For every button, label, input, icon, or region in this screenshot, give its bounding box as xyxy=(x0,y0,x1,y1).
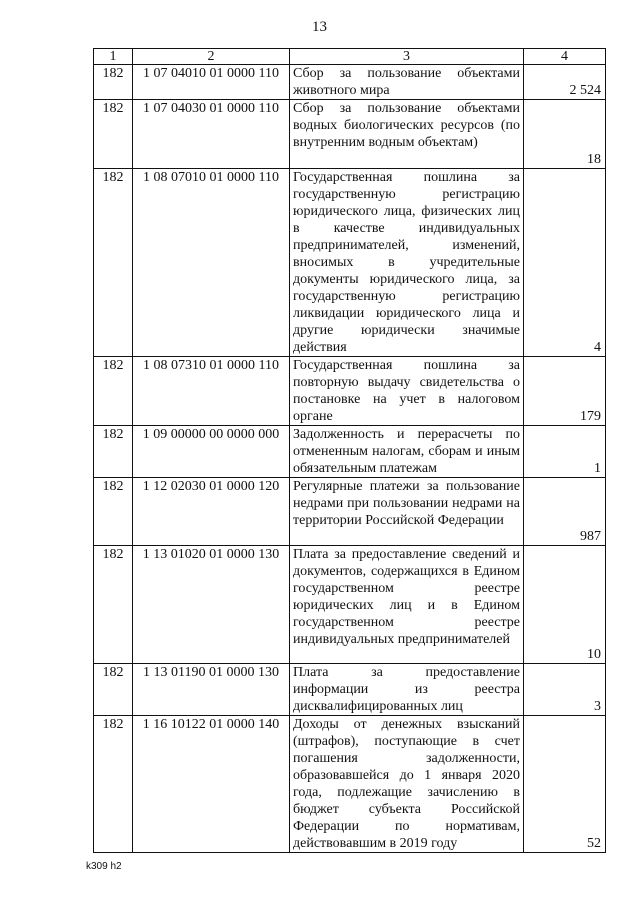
budget-code-cell: 1 08 07010 01 0000 110 xyxy=(133,169,290,357)
table-row xyxy=(94,478,606,546)
header-col-3: 3 xyxy=(290,49,524,65)
amount-cell: 18 xyxy=(524,100,606,169)
revenue-name-cell: Государственная пошлина за повторную выдачу свидетельства о постановке на учет в налоговом органе xyxy=(290,357,524,426)
revenue-name-cell: Плата за предоставление сведений и документов, содержащихся в Едином государственном реестре юридических лиц и в Едином государственном реестре индивидуальных предпринимателей xyxy=(290,546,524,664)
amount-cell: 3 xyxy=(524,664,606,716)
table-row xyxy=(94,664,606,716)
amount-cell: 52 xyxy=(524,716,606,853)
amount-cell: 1 xyxy=(524,426,606,478)
budget-code-cell: 1 13 01190 01 0000 130 xyxy=(133,664,290,716)
header-col-2: 2 xyxy=(133,49,290,65)
revenue-name-cell: Регулярные платежи за пользование недрами при пользовании недрами на территории Российской Федерации xyxy=(290,478,524,546)
table-header-row xyxy=(94,49,606,65)
budget-code-cell: 1 07 04010 01 0000 110 xyxy=(133,65,290,100)
header-col-4: 4 xyxy=(524,49,606,65)
amount-cell: 10 xyxy=(524,546,606,664)
budget-code-cell: 1 13 01020 01 0000 130 xyxy=(133,546,290,664)
admin-code-cell: 182 xyxy=(94,357,133,426)
budget-revenue-table xyxy=(93,48,606,853)
admin-code-cell: 182 xyxy=(94,100,133,169)
table-row xyxy=(94,65,606,100)
budget-code-cell: 1 16 10122 01 0000 140 xyxy=(133,716,290,853)
budget-code-cell: 1 07 04030 01 0000 110 xyxy=(133,100,290,169)
admin-code-cell: 182 xyxy=(94,169,133,357)
amount-cell: 987 xyxy=(524,478,606,546)
admin-code-cell: 182 xyxy=(94,716,133,853)
amount-cell: 179 xyxy=(524,357,606,426)
revenue-name-cell: Задолженность и перерасчеты по отмененным налогам, сборам и иным обязательным платежам xyxy=(290,426,524,478)
revenue-name-cell: Государственная пошлина за государственную регистрацию юридического лица, физических лиц в качестве индивидуальных предпринимателей, изменений, вносимых в учредительные документы юридического лица, за государственную регистрацию ликвидации юридического лица и другие юридически значимые действия xyxy=(290,169,524,357)
table-row xyxy=(94,100,606,169)
amount-cell: 4 xyxy=(524,169,606,357)
revenue-name-cell: Сбор за пользование объектами животного мира xyxy=(290,65,524,100)
table-row xyxy=(94,426,606,478)
table-row xyxy=(94,169,606,357)
admin-code-cell: 182 xyxy=(94,478,133,546)
table-row xyxy=(94,546,606,664)
page-number: 13 xyxy=(312,19,327,35)
admin-code-cell: 182 xyxy=(94,65,133,100)
admin-code-cell: 182 xyxy=(94,664,133,716)
amount-cell: 2 524 xyxy=(524,65,606,100)
header-col-1: 1 xyxy=(94,49,133,65)
budget-code-cell: 1 09 00000 00 0000 000 xyxy=(133,426,290,478)
table-row xyxy=(94,357,606,426)
admin-code-cell: 182 xyxy=(94,426,133,478)
revenue-name-cell: Сбор за пользование объектами водных биологических ресурсов (по внутренним водным объектам) xyxy=(290,100,524,169)
admin-code-cell: 182 xyxy=(94,546,133,664)
document-mark: k309 h2 xyxy=(86,861,122,872)
budget-code-cell: 1 08 07310 01 0000 110 xyxy=(133,357,290,426)
revenue-name-cell: Доходы от денежных взысканий (штрафов), поступающие в счет погашения задолженности, образовавшейся до 1 января 2020 года, подлежащие зачислению в бюджет субъекта Российской Федерации по нормативам, действовавшим в 2019 году xyxy=(290,716,524,853)
budget-code-cell: 1 12 02030 01 0000 120 xyxy=(133,478,290,546)
table-row xyxy=(94,716,606,853)
revenue-name-cell: Плата за предоставление информации из реестра дисквалифицированных лиц xyxy=(290,664,524,716)
